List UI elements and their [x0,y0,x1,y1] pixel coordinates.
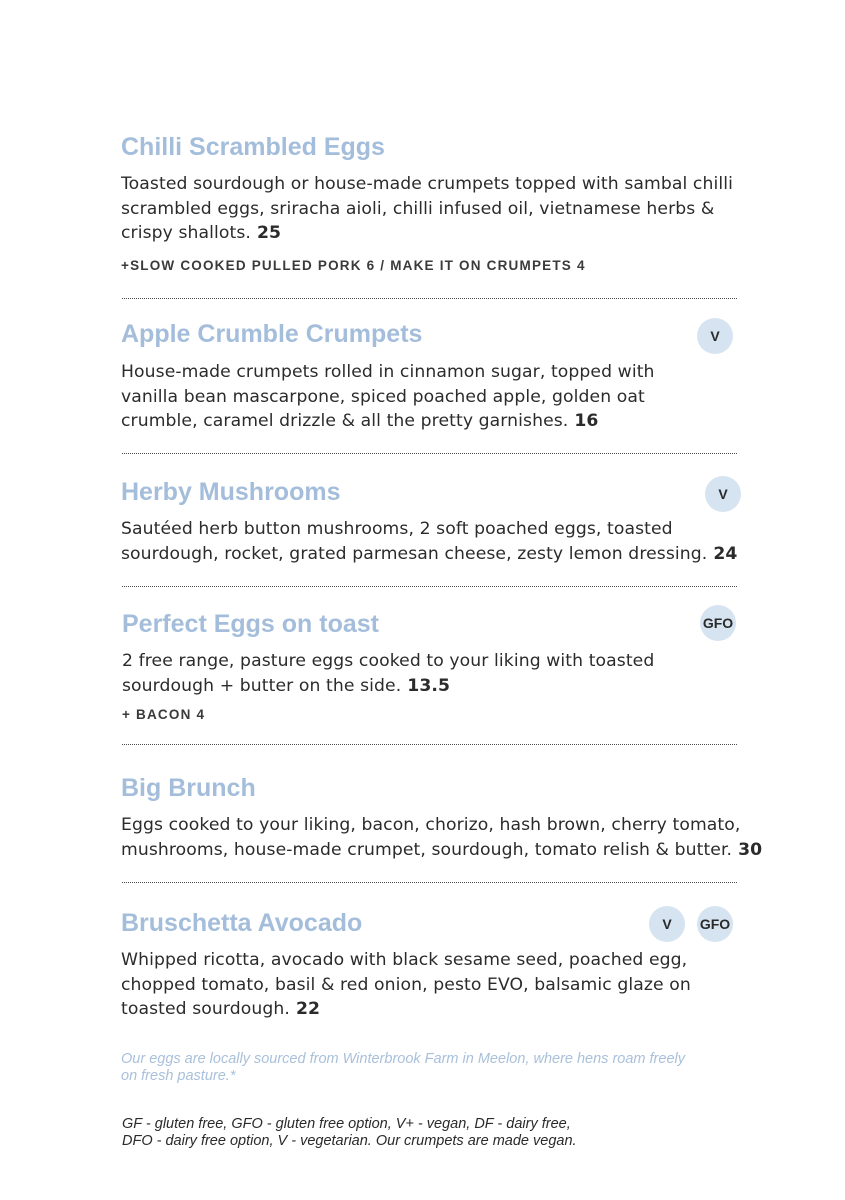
item-title: Big Brunch [121,774,256,802]
item-price: 22 [295,999,321,1019]
item-price: 16 [574,411,599,431]
item-title: Herby Mushrooms [121,478,341,506]
divider [122,453,737,454]
item-title: Chilli Scrambled Eggs [121,133,385,161]
divider [122,744,737,745]
vegetarian-badge: V [705,476,741,512]
item-price: 24 [713,543,738,564]
item-addon: + BACON 4 [122,707,206,722]
item-title: Apple Crumble Crumpets [121,320,423,348]
divider [122,882,737,883]
item-description: Whipped ricotta, avocado with black sesame seed, poached egg, chopped tomato, basil & red onion, pesto EVO, balsamic glaze on toasted sourdough. 22 [121,950,691,1019]
gluten-free-option-badge: GFO [700,605,736,641]
vegetarian-badge: V [697,318,733,354]
item-addon: +SLOW COOKED PULLED PORK 6 / MAKE IT ON CRUMPETS 4 [121,258,586,273]
item-price: 30 [738,839,763,860]
item-description: House-made crumpets rolled in cinnamon sugar, topped with vanilla bean mascarpone, spiced poached apple, golden oat crumble, caramel drizzle & all the pretty garnishes. 16 [121,362,655,431]
divider [122,298,737,299]
item-description: Eggs cooked to your liking, bacon, chorizo, hash brown, cherry tomato, mushrooms, house-made crumpet, sourdough, tomato relish & butter. 30 [121,815,763,860]
item-description: Sautéed herb button mushrooms, 2 soft poached eggs, toasted sourdough, rocket, grated parmesan cheese, zesty lemon dressing. 24 [121,519,738,564]
item-description: 2 free range, pasture eggs cooked to your liking with toasted sourdough + butter on the side. 13.5 [122,651,655,696]
item-price: 13.5 [407,675,451,696]
item-title: Perfect Eggs on toast [122,610,379,638]
divider [122,586,737,587]
item-price: 25 [257,223,282,243]
gluten-free-option-badge: GFO [697,906,733,942]
vegetarian-badge: V [649,906,685,942]
dietary-legend: GF - gluten free, GFO - gluten free option, V+ - vegan, DF - dairy free, DFO - dairy free option, V - vegetarian. Our crumpets are made vegan. [122,1116,577,1149]
eggs-sourcing-note: Our eggs are locally sourced from Winterbrook Farm in Meelon, where hens roam freely on fresh pasture.* [121,1051,685,1084]
item-title: Bruschetta Avocado [121,909,363,937]
item-description: Toasted sourdough or house-made crumpets topped with sambal chilli scrambled eggs, sriracha aioli, chilli infused oil, vietnamese herbs & crispy shallots. 25 [121,174,733,243]
